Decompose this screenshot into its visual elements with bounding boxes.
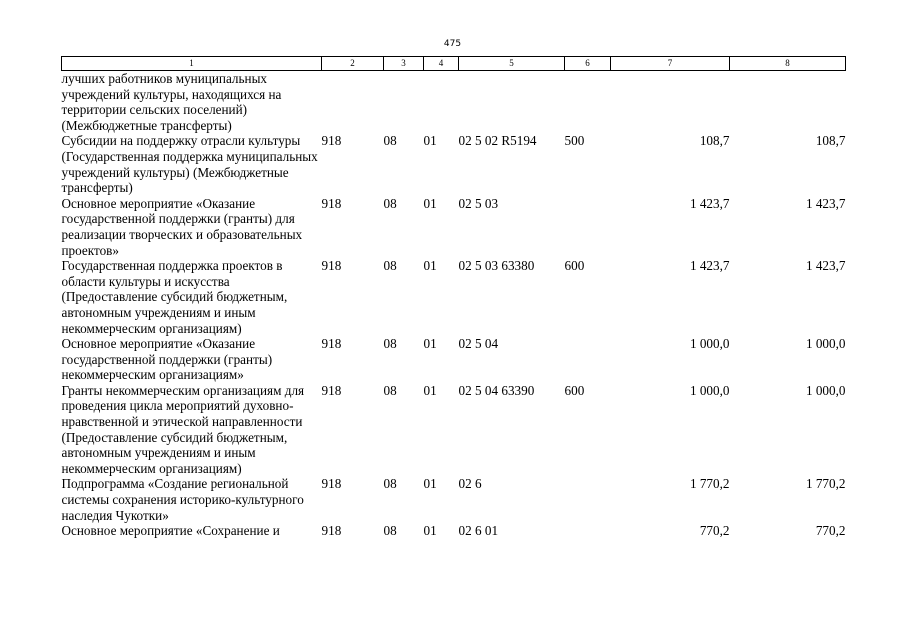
row-section-code: 08 [383,133,397,149]
row-ministry-code: 918 [321,523,342,539]
table-row [62,476,846,523]
table-row [62,133,846,195]
row-expense-type: 600 [564,258,585,274]
row-target-code: 02 5 03 63380 [458,258,535,274]
row-name: Основное мероприятие «Сохранение и [61,523,280,539]
row-section-code: 08 [383,523,397,539]
table-row [62,71,846,134]
row-subsection-code: 01 [423,258,437,274]
row-subsection-code: 01 [423,476,437,492]
row-ministry-code: 918 [321,476,342,492]
row-name: Государственная поддержка проектов в области культуры и искусства (Предоставление субсидий бюджетным, автономным учреждениям и иным некоммерческим организациям) [61,258,288,336]
column-header: 2 [322,57,384,71]
row-target-code: 02 6 01 [458,523,499,539]
row-target-code [459,71,565,134]
row-expense-type [565,336,611,383]
row-target-code: 02 5 04 [458,336,499,352]
row-expense-type: 500 [564,133,585,149]
row-section-code: 08 [383,195,397,211]
row-section-code: 08 [383,382,397,398]
row-amount-2: 1 000,0 [805,382,846,398]
row-amount-1: 1 423,7 [689,195,730,211]
table-row [62,336,846,383]
column-header: 5 [459,57,565,71]
row-amount-2: 1 423,7 [805,258,846,274]
row-name: Субсидии на поддержку отрасли культуры (Государственная поддержка муниципальных учреждений культуры) (Межбюджетные трансферты) [61,133,318,196]
row-amount-1 [611,71,730,134]
row-subsection-code [424,71,459,134]
column-header: 8 [730,57,846,71]
row-amount-1: 770,2 [699,523,730,539]
table-header-row [62,57,846,71]
row-ministry-code: 918 [321,336,342,352]
row-expense-type [565,476,611,523]
row-target-code: 02 5 03 [458,195,499,211]
row-ministry-code: 918 [321,382,342,398]
row-subsection-code: 01 [423,336,437,352]
row-name: Подпрограмма «Создание региональной системы сохранения историко-культурного наследия Чукотки» [61,476,304,523]
table-row [62,383,846,477]
row-amount-2: 1 770,2 [805,476,846,492]
column-header: 7 [611,57,730,71]
row-section-code: 08 [383,258,397,274]
page-number: 475 [443,39,462,49]
row-expense-type: 600 [564,382,585,398]
row-amount-2 [730,71,846,134]
row-name: Основное мероприятие «Оказание государственной поддержки (гранты) некоммерческим организациям» [61,336,273,383]
row-expense-type [565,71,611,134]
row-target-code: 02 5 02 R5194 [458,133,537,149]
row-subsection-code: 01 [423,133,437,149]
column-header: 6 [565,57,611,71]
row-amount-2: 1 423,7 [805,195,846,211]
row-section-code [384,71,424,134]
row-section-code: 08 [383,476,397,492]
table-row [62,523,846,539]
row-expense-type [565,523,611,539]
row-subsection-code: 01 [423,195,437,211]
row-amount-1: 1 770,2 [689,476,730,492]
row-target-code: 02 5 04 63390 [458,382,535,398]
column-header: 3 [384,57,424,71]
table-row [62,258,846,336]
row-ministry-code: 918 [321,258,342,274]
row-amount-1: 1 423,7 [689,258,730,274]
row-ministry-code [322,71,384,134]
row-name: лучших работников муниципальных учреждений культуры, находящихся на территории сельских поселений) (Межбюджетные трансферты) [61,71,282,133]
row-ministry-code: 918 [321,133,342,149]
row-target-code: 02 6 [458,476,482,492]
row-name: Основное мероприятие «Оказание государственной поддержки (гранты) для реализации творческих и образовательных проектов» [61,195,303,258]
table-row [62,196,846,258]
row-section-code: 08 [383,336,397,352]
row-expense-type [565,196,611,258]
row-name: Гранты некоммерческим организациям для проведения цикла мероприятий духовно-нравственной и этической направленности (Предоставление субсидий бюджетным, автономным учреждениям и иным некоммерческим организациям) [61,382,305,476]
row-subsection-code: 01 [423,523,437,539]
row-amount-2: 1 000,0 [805,336,846,352]
row-amount-1: 108,7 [699,133,730,149]
row-amount-1: 1 000,0 [689,336,730,352]
column-header: 1 [62,57,322,71]
row-amount-2: 108,7 [815,133,846,149]
row-ministry-code: 918 [321,195,342,211]
budget-table [61,56,846,539]
column-header: 4 [424,57,459,71]
row-amount-2: 770,2 [815,523,846,539]
row-subsection-code: 01 [423,382,437,398]
row-amount-1: 1 000,0 [689,382,730,398]
